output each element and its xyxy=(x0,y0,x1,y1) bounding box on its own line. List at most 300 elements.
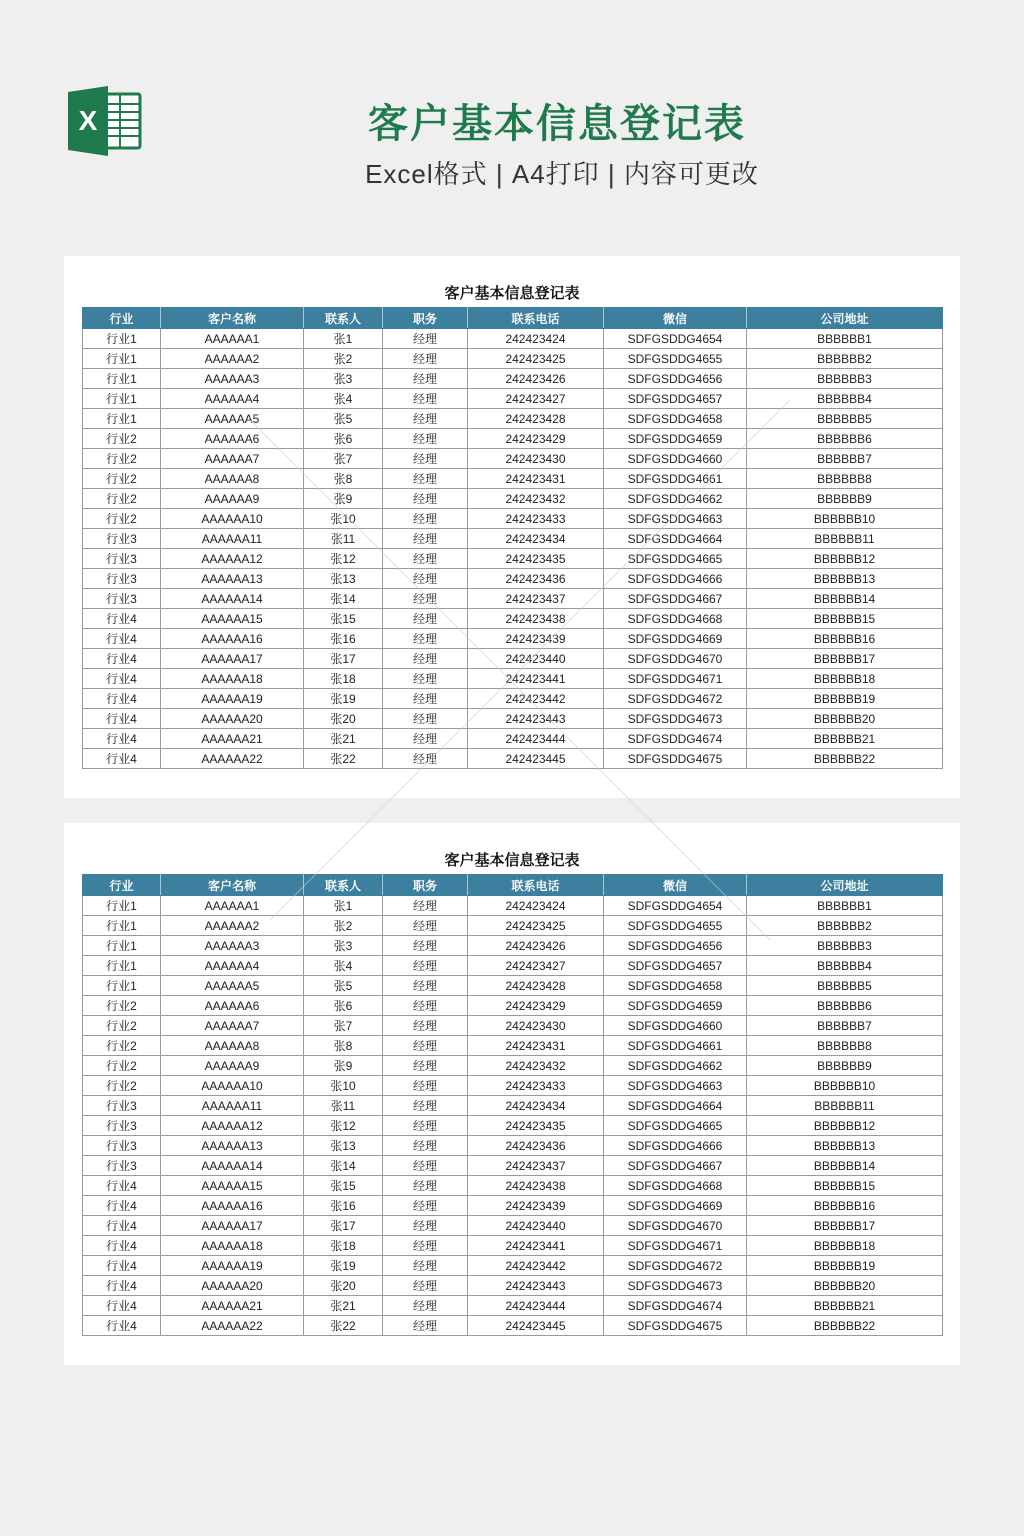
table-cell: 经理 xyxy=(383,956,468,976)
table-cell: 经理 xyxy=(383,389,468,409)
table-row xyxy=(83,469,943,489)
excel-logo-letter: X xyxy=(78,105,98,136)
table-cell: BBBBBB16 xyxy=(747,629,943,649)
table-cell: 242423427 xyxy=(468,956,604,976)
table-cell: BBBBBB1 xyxy=(747,329,943,349)
table-cell: SDFGSDDG4664 xyxy=(604,529,747,549)
table-cell: 经理 xyxy=(383,1196,468,1216)
table-cell: 张17 xyxy=(304,1216,383,1236)
table-cell: BBBBBB22 xyxy=(747,749,943,769)
table-cell: SDFGSDDG4658 xyxy=(604,409,747,429)
table-cell: BBBBBB3 xyxy=(747,369,943,389)
table-cell: AAAAAA4 xyxy=(161,389,304,409)
table-cell: BBBBBB6 xyxy=(747,996,943,1016)
table-cell: BBBBBB1 xyxy=(747,896,943,916)
table-cell: 张22 xyxy=(304,749,383,769)
table-cell: SDFGSDDG4674 xyxy=(604,1296,747,1316)
table-cell: 242423442 xyxy=(468,689,604,709)
table-cell: BBBBBB20 xyxy=(747,1276,943,1296)
customer-table xyxy=(82,307,943,769)
table-cell: 242423436 xyxy=(468,1136,604,1156)
table-row xyxy=(83,1056,943,1076)
table-cell: 经理 xyxy=(383,1076,468,1096)
table-row xyxy=(83,1076,943,1096)
table-cell: SDFGSDDG4668 xyxy=(604,1176,747,1196)
table-cell: 经理 xyxy=(383,1316,468,1336)
table-cell: 张14 xyxy=(304,589,383,609)
table-cell: 行业3 xyxy=(83,529,161,549)
table-cell: 242423432 xyxy=(468,1056,604,1076)
table-cell: AAAAAA22 xyxy=(161,1316,304,1336)
table-cell: 行业1 xyxy=(83,329,161,349)
table-row xyxy=(83,729,943,749)
table-cell: 张20 xyxy=(304,1276,383,1296)
table-row xyxy=(83,509,943,529)
table-row xyxy=(83,916,943,936)
table-cell: 行业3 xyxy=(83,589,161,609)
table-cell: SDFGSDDG4669 xyxy=(604,1196,747,1216)
table-cell: 行业4 xyxy=(83,749,161,769)
table-cell: 行业1 xyxy=(83,956,161,976)
table-cell: 经理 xyxy=(383,349,468,369)
table-cell: AAAAAA17 xyxy=(161,649,304,669)
table-cell: 242423425 xyxy=(468,349,604,369)
table-cell: BBBBBB12 xyxy=(747,549,943,569)
table-cell: 张16 xyxy=(304,1196,383,1216)
table-cell: 242423439 xyxy=(468,1196,604,1216)
table-cell: 经理 xyxy=(383,1136,468,1156)
table-cell: BBBBBB18 xyxy=(747,1236,943,1256)
table-cell: BBBBBB18 xyxy=(747,669,943,689)
table-cell: SDFGSDDG4666 xyxy=(604,1136,747,1156)
table-cell: 242423426 xyxy=(468,936,604,956)
table-cell: 242423433 xyxy=(468,509,604,529)
table-row xyxy=(83,669,943,689)
table-row xyxy=(83,749,943,769)
table-cell: 242423425 xyxy=(468,916,604,936)
table-cell: SDFGSDDG4671 xyxy=(604,1236,747,1256)
table-cell: 242423427 xyxy=(468,389,604,409)
table-cell: AAAAAA13 xyxy=(161,1136,304,1156)
table-cell: 张13 xyxy=(304,1136,383,1156)
table-cell: AAAAAA18 xyxy=(161,1236,304,1256)
table-header-row xyxy=(83,308,943,329)
table-cell: 经理 xyxy=(383,529,468,549)
table-cell: 行业2 xyxy=(83,1036,161,1056)
table-cell: 张11 xyxy=(304,529,383,549)
table-cell: 行业4 xyxy=(83,709,161,729)
table-cell: 经理 xyxy=(383,429,468,449)
table-cell: AAAAAA14 xyxy=(161,589,304,609)
table-cell: BBBBBB8 xyxy=(747,1036,943,1056)
table-cell: 行业4 xyxy=(83,1256,161,1276)
table-cell: AAAAAA2 xyxy=(161,349,304,369)
table-cell: 242423437 xyxy=(468,589,604,609)
table-cell: 经理 xyxy=(383,1056,468,1076)
table-cell: 242423424 xyxy=(468,896,604,916)
table-cell: BBBBBB15 xyxy=(747,609,943,629)
table-cell: SDFGSDDG4667 xyxy=(604,589,747,609)
table-cell: 张8 xyxy=(304,469,383,489)
table-cell: 行业1 xyxy=(83,936,161,956)
column-header: 联系人 xyxy=(304,308,383,329)
table-row xyxy=(83,1256,943,1276)
sheet-preview-2 xyxy=(64,823,960,1365)
table-cell: SDFGSDDG4662 xyxy=(604,1056,747,1076)
table-cell: SDFGSDDG4664 xyxy=(604,1096,747,1116)
table-cell: 242423443 xyxy=(468,1276,604,1296)
table-cell: 经理 xyxy=(383,329,468,349)
table-cell: BBBBBB17 xyxy=(747,649,943,669)
table-cell: 经理 xyxy=(383,1216,468,1236)
table-cell: AAAAAA9 xyxy=(161,1056,304,1076)
table-cell: 242423444 xyxy=(468,1296,604,1316)
table-cell: 行业2 xyxy=(83,429,161,449)
table-cell: 行业2 xyxy=(83,469,161,489)
table-cell: 242423431 xyxy=(468,1036,604,1056)
table-cell: 242423445 xyxy=(468,1316,604,1336)
table-cell: BBBBBB17 xyxy=(747,1216,943,1236)
table-cell: 242423438 xyxy=(468,1176,604,1196)
table-cell: 行业4 xyxy=(83,649,161,669)
page-title: 客户基本信息登记表 xyxy=(368,102,746,146)
column-header: 联系电话 xyxy=(468,308,604,329)
column-header: 行业 xyxy=(83,875,161,896)
table-cell: 张6 xyxy=(304,429,383,449)
table-cell: BBBBBB2 xyxy=(747,916,943,936)
table-cell: BBBBBB8 xyxy=(747,469,943,489)
table-cell: SDFGSDDG4662 xyxy=(604,489,747,509)
column-header: 行业 xyxy=(83,308,161,329)
table-cell: AAAAAA7 xyxy=(161,449,304,469)
table-cell: SDFGSDDG4670 xyxy=(604,649,747,669)
table-row xyxy=(83,569,943,589)
table-cell: 242423426 xyxy=(468,369,604,389)
table-cell: 242423431 xyxy=(468,469,604,489)
table-cell: SDFGSDDG4656 xyxy=(604,936,747,956)
table-cell: BBBBBB13 xyxy=(747,1136,943,1156)
table-row xyxy=(83,709,943,729)
table-cell: SDFGSDDG4657 xyxy=(604,389,747,409)
table-cell: 经理 xyxy=(383,936,468,956)
table-cell: 张17 xyxy=(304,649,383,669)
table-cell: 张15 xyxy=(304,609,383,629)
table-cell: 行业3 xyxy=(83,1096,161,1116)
table-cell: 行业1 xyxy=(83,409,161,429)
table-cell: SDFGSDDG4660 xyxy=(604,449,747,469)
table-cell: 经理 xyxy=(383,1296,468,1316)
table-cell: 张2 xyxy=(304,349,383,369)
table-cell: 242423428 xyxy=(468,976,604,996)
table-row xyxy=(83,349,943,369)
table-cell: SDFGSDDG4668 xyxy=(604,609,747,629)
table-cell: 经理 xyxy=(383,1116,468,1136)
table-row xyxy=(83,609,943,629)
table-cell: AAAAAA16 xyxy=(161,629,304,649)
table-cell: 242423436 xyxy=(468,569,604,589)
table-cell: 经理 xyxy=(383,916,468,936)
table-cell: SDFGSDDG4661 xyxy=(604,469,747,489)
table-cell: 经理 xyxy=(383,469,468,489)
table-cell: 行业4 xyxy=(83,1236,161,1256)
table-cell: 张18 xyxy=(304,1236,383,1256)
table-row xyxy=(83,1116,943,1136)
table-cell: SDFGSDDG4665 xyxy=(604,549,747,569)
sheet-title: 客户基本信息登记表 xyxy=(444,852,580,869)
table-cell: 张14 xyxy=(304,1156,383,1176)
table-cell: 行业2 xyxy=(83,1076,161,1096)
table-cell: SDFGSDDG4665 xyxy=(604,1116,747,1136)
table-cell: AAAAAA9 xyxy=(161,489,304,509)
table-cell: 242423430 xyxy=(468,1016,604,1036)
table-row xyxy=(83,649,943,669)
table-cell: BBBBBB22 xyxy=(747,1316,943,1336)
table-cell: 张3 xyxy=(304,936,383,956)
table-cell: AAAAAA20 xyxy=(161,1276,304,1296)
table-cell: 经理 xyxy=(383,996,468,1016)
table-row xyxy=(83,329,943,349)
table-cell: SDFGSDDG4673 xyxy=(604,1276,747,1296)
table-cell: 242423434 xyxy=(468,529,604,549)
table-cell: 张3 xyxy=(304,369,383,389)
table-cell: BBBBBB4 xyxy=(747,956,943,976)
table-row xyxy=(83,1296,943,1316)
table-cell: AAAAAA21 xyxy=(161,729,304,749)
table-cell: AAAAAA17 xyxy=(161,1216,304,1236)
table-cell: 行业1 xyxy=(83,369,161,389)
table-cell: 行业1 xyxy=(83,389,161,409)
table-row xyxy=(83,1136,943,1156)
table-cell: SDFGSDDG4672 xyxy=(604,689,747,709)
table-row xyxy=(83,1016,943,1036)
table-cell: 行业3 xyxy=(83,1136,161,1156)
table-cell: 242423435 xyxy=(468,549,604,569)
table-cell: SDFGSDDG4666 xyxy=(604,569,747,589)
table-cell: 经理 xyxy=(383,569,468,589)
table-cell: 张9 xyxy=(304,489,383,509)
customer-table xyxy=(82,874,943,1336)
table-cell: 242423429 xyxy=(468,996,604,1016)
table-cell: AAAAAA11 xyxy=(161,1096,304,1116)
table-cell: 张7 xyxy=(304,1016,383,1036)
table-cell: 张10 xyxy=(304,1076,383,1096)
table-cell: 行业4 xyxy=(83,1176,161,1196)
table-cell: AAAAAA16 xyxy=(161,1196,304,1216)
table-cell: 242423432 xyxy=(468,489,604,509)
table-cell: BBBBBB16 xyxy=(747,1196,943,1216)
table-cell: BBBBBB3 xyxy=(747,936,943,956)
table-cell: 经理 xyxy=(383,976,468,996)
table-cell: 经理 xyxy=(383,589,468,609)
table-cell: AAAAAA12 xyxy=(161,1116,304,1136)
table-cell: SDFGSDDG4675 xyxy=(604,749,747,769)
table-cell: AAAAAA3 xyxy=(161,369,304,389)
table-cell: SDFGSDDG4661 xyxy=(604,1036,747,1056)
table-cell: AAAAAA6 xyxy=(161,429,304,449)
table-cell: 行业4 xyxy=(83,629,161,649)
table-cell: 行业2 xyxy=(83,1056,161,1076)
table-row xyxy=(83,1156,943,1176)
table-cell: BBBBBB2 xyxy=(747,349,943,369)
sheet-preview-1 xyxy=(64,256,960,798)
table-cell: 经理 xyxy=(383,1236,468,1256)
table-cell: 张4 xyxy=(304,956,383,976)
table-cell: 行业4 xyxy=(83,729,161,749)
table-cell: 经理 xyxy=(383,669,468,689)
table-cell: SDFGSDDG4675 xyxy=(604,1316,747,1336)
table-cell: 242423434 xyxy=(468,1096,604,1116)
table-cell: 242423445 xyxy=(468,749,604,769)
table-cell: 242423441 xyxy=(468,669,604,689)
table-cell: 行业4 xyxy=(83,1276,161,1296)
column-header: 公司地址 xyxy=(747,875,943,896)
table-row xyxy=(83,1096,943,1116)
table-cell: BBBBBB21 xyxy=(747,729,943,749)
column-header: 微信 xyxy=(604,308,747,329)
table-cell: SDFGSDDG4659 xyxy=(604,996,747,1016)
table-cell: 242423444 xyxy=(468,729,604,749)
table-cell: AAAAAA3 xyxy=(161,936,304,956)
table-cell: SDFGSDDG4667 xyxy=(604,1156,747,1176)
table-header-row xyxy=(83,875,943,896)
table-cell: 行业4 xyxy=(83,609,161,629)
table-cell: BBBBBB15 xyxy=(747,1176,943,1196)
table-cell: SDFGSDDG4674 xyxy=(604,729,747,749)
table-cell: 经理 xyxy=(383,1276,468,1296)
table-cell: AAAAAA19 xyxy=(161,1256,304,1276)
table-cell: 张21 xyxy=(304,1296,383,1316)
table-cell: BBBBBB6 xyxy=(747,429,943,449)
table-cell: AAAAAA21 xyxy=(161,1296,304,1316)
table-cell: 张4 xyxy=(304,389,383,409)
table-cell: 张12 xyxy=(304,549,383,569)
table-cell: BBBBBB14 xyxy=(747,1156,943,1176)
table-cell: 行业4 xyxy=(83,689,161,709)
table-cell: 张1 xyxy=(304,896,383,916)
table-row xyxy=(83,1236,943,1256)
table-cell: SDFGSDDG4654 xyxy=(604,329,747,349)
table-cell: 行业4 xyxy=(83,1316,161,1336)
table-cell: SDFGSDDG4660 xyxy=(604,1016,747,1036)
table-cell: 242423430 xyxy=(468,449,604,469)
table-cell: 242423443 xyxy=(468,709,604,729)
table-cell: 经理 xyxy=(383,1036,468,1056)
table-cell: 经理 xyxy=(383,1156,468,1176)
table-cell: AAAAAA8 xyxy=(161,1036,304,1056)
table-cell: 张5 xyxy=(304,409,383,429)
table-row xyxy=(83,389,943,409)
table-cell: 张9 xyxy=(304,1056,383,1076)
table-cell: 242423440 xyxy=(468,1216,604,1236)
table-cell: 张15 xyxy=(304,1176,383,1196)
table-cell: 张11 xyxy=(304,1096,383,1116)
table-cell: 张20 xyxy=(304,709,383,729)
table-cell: 经理 xyxy=(383,749,468,769)
table-cell: 242423428 xyxy=(468,409,604,429)
column-header: 联系电话 xyxy=(468,875,604,896)
table-cell: BBBBBB19 xyxy=(747,689,943,709)
table-cell: AAAAAA5 xyxy=(161,976,304,996)
table-row xyxy=(83,1316,943,1336)
table-cell: 张5 xyxy=(304,976,383,996)
table-cell: 行业3 xyxy=(83,1156,161,1176)
table-row xyxy=(83,689,943,709)
table-cell: 张21 xyxy=(304,729,383,749)
table-cell: SDFGSDDG4655 xyxy=(604,916,747,936)
table-row xyxy=(83,936,943,956)
table-cell: 经理 xyxy=(383,629,468,649)
table-cell: 242423437 xyxy=(468,1156,604,1176)
table-cell: SDFGSDDG4673 xyxy=(604,709,747,729)
table-cell: 经理 xyxy=(383,1016,468,1036)
table-cell: AAAAAA13 xyxy=(161,569,304,589)
table-cell: 张12 xyxy=(304,1116,383,1136)
table-cell: 242423442 xyxy=(468,1256,604,1276)
table-cell: 经理 xyxy=(383,649,468,669)
table-row xyxy=(83,529,943,549)
table-cell: BBBBBB13 xyxy=(747,569,943,589)
table-cell: AAAAAA8 xyxy=(161,469,304,489)
table-cell: 行业1 xyxy=(83,896,161,916)
table-cell: 242423429 xyxy=(468,429,604,449)
table-cell: SDFGSDDG4657 xyxy=(604,956,747,976)
table-cell: SDFGSDDG4659 xyxy=(604,429,747,449)
table-cell: 242423439 xyxy=(468,629,604,649)
table-cell: 经理 xyxy=(383,509,468,529)
table-cell: 242423433 xyxy=(468,1076,604,1096)
table-cell: AAAAAA14 xyxy=(161,1156,304,1176)
table-cell: 行业1 xyxy=(83,916,161,936)
table-row xyxy=(83,1196,943,1216)
table-row xyxy=(83,409,943,429)
column-header: 微信 xyxy=(604,875,747,896)
table-cell: 张1 xyxy=(304,329,383,349)
table-cell: 242423438 xyxy=(468,609,604,629)
table-cell: BBBBBB14 xyxy=(747,589,943,609)
table-cell: AAAAAA5 xyxy=(161,409,304,429)
table-cell: 经理 xyxy=(383,709,468,729)
table-cell: BBBBBB7 xyxy=(747,1016,943,1036)
table-row xyxy=(83,489,943,509)
table-cell: 经理 xyxy=(383,729,468,749)
table-cell: 张22 xyxy=(304,1316,383,1336)
table-cell: AAAAAA15 xyxy=(161,609,304,629)
table-cell: 行业4 xyxy=(83,1216,161,1236)
table-cell: 242423441 xyxy=(468,1236,604,1256)
table-cell: 行业2 xyxy=(83,489,161,509)
table-cell: SDFGSDDG4672 xyxy=(604,1256,747,1276)
table-row xyxy=(83,429,943,449)
table-cell: 经理 xyxy=(383,896,468,916)
table-cell: BBBBBB9 xyxy=(747,1056,943,1076)
table-row xyxy=(83,369,943,389)
table-cell: SDFGSDDG4655 xyxy=(604,349,747,369)
table-cell: 经理 xyxy=(383,549,468,569)
table-cell: AAAAAA19 xyxy=(161,689,304,709)
table-row xyxy=(83,549,943,569)
table-row xyxy=(83,1216,943,1236)
table-cell: BBBBBB5 xyxy=(747,976,943,996)
table-cell: SDFGSDDG4669 xyxy=(604,629,747,649)
table-cell: 242423435 xyxy=(468,1116,604,1136)
table-cell: AAAAAA11 xyxy=(161,529,304,549)
sheet-title: 客户基本信息登记表 xyxy=(444,285,580,302)
table-cell: 张18 xyxy=(304,669,383,689)
table-cell: 行业3 xyxy=(83,1116,161,1136)
table-cell: 行业3 xyxy=(83,569,161,589)
table-cell: AAAAAA1 xyxy=(161,329,304,349)
table-row xyxy=(83,896,943,916)
